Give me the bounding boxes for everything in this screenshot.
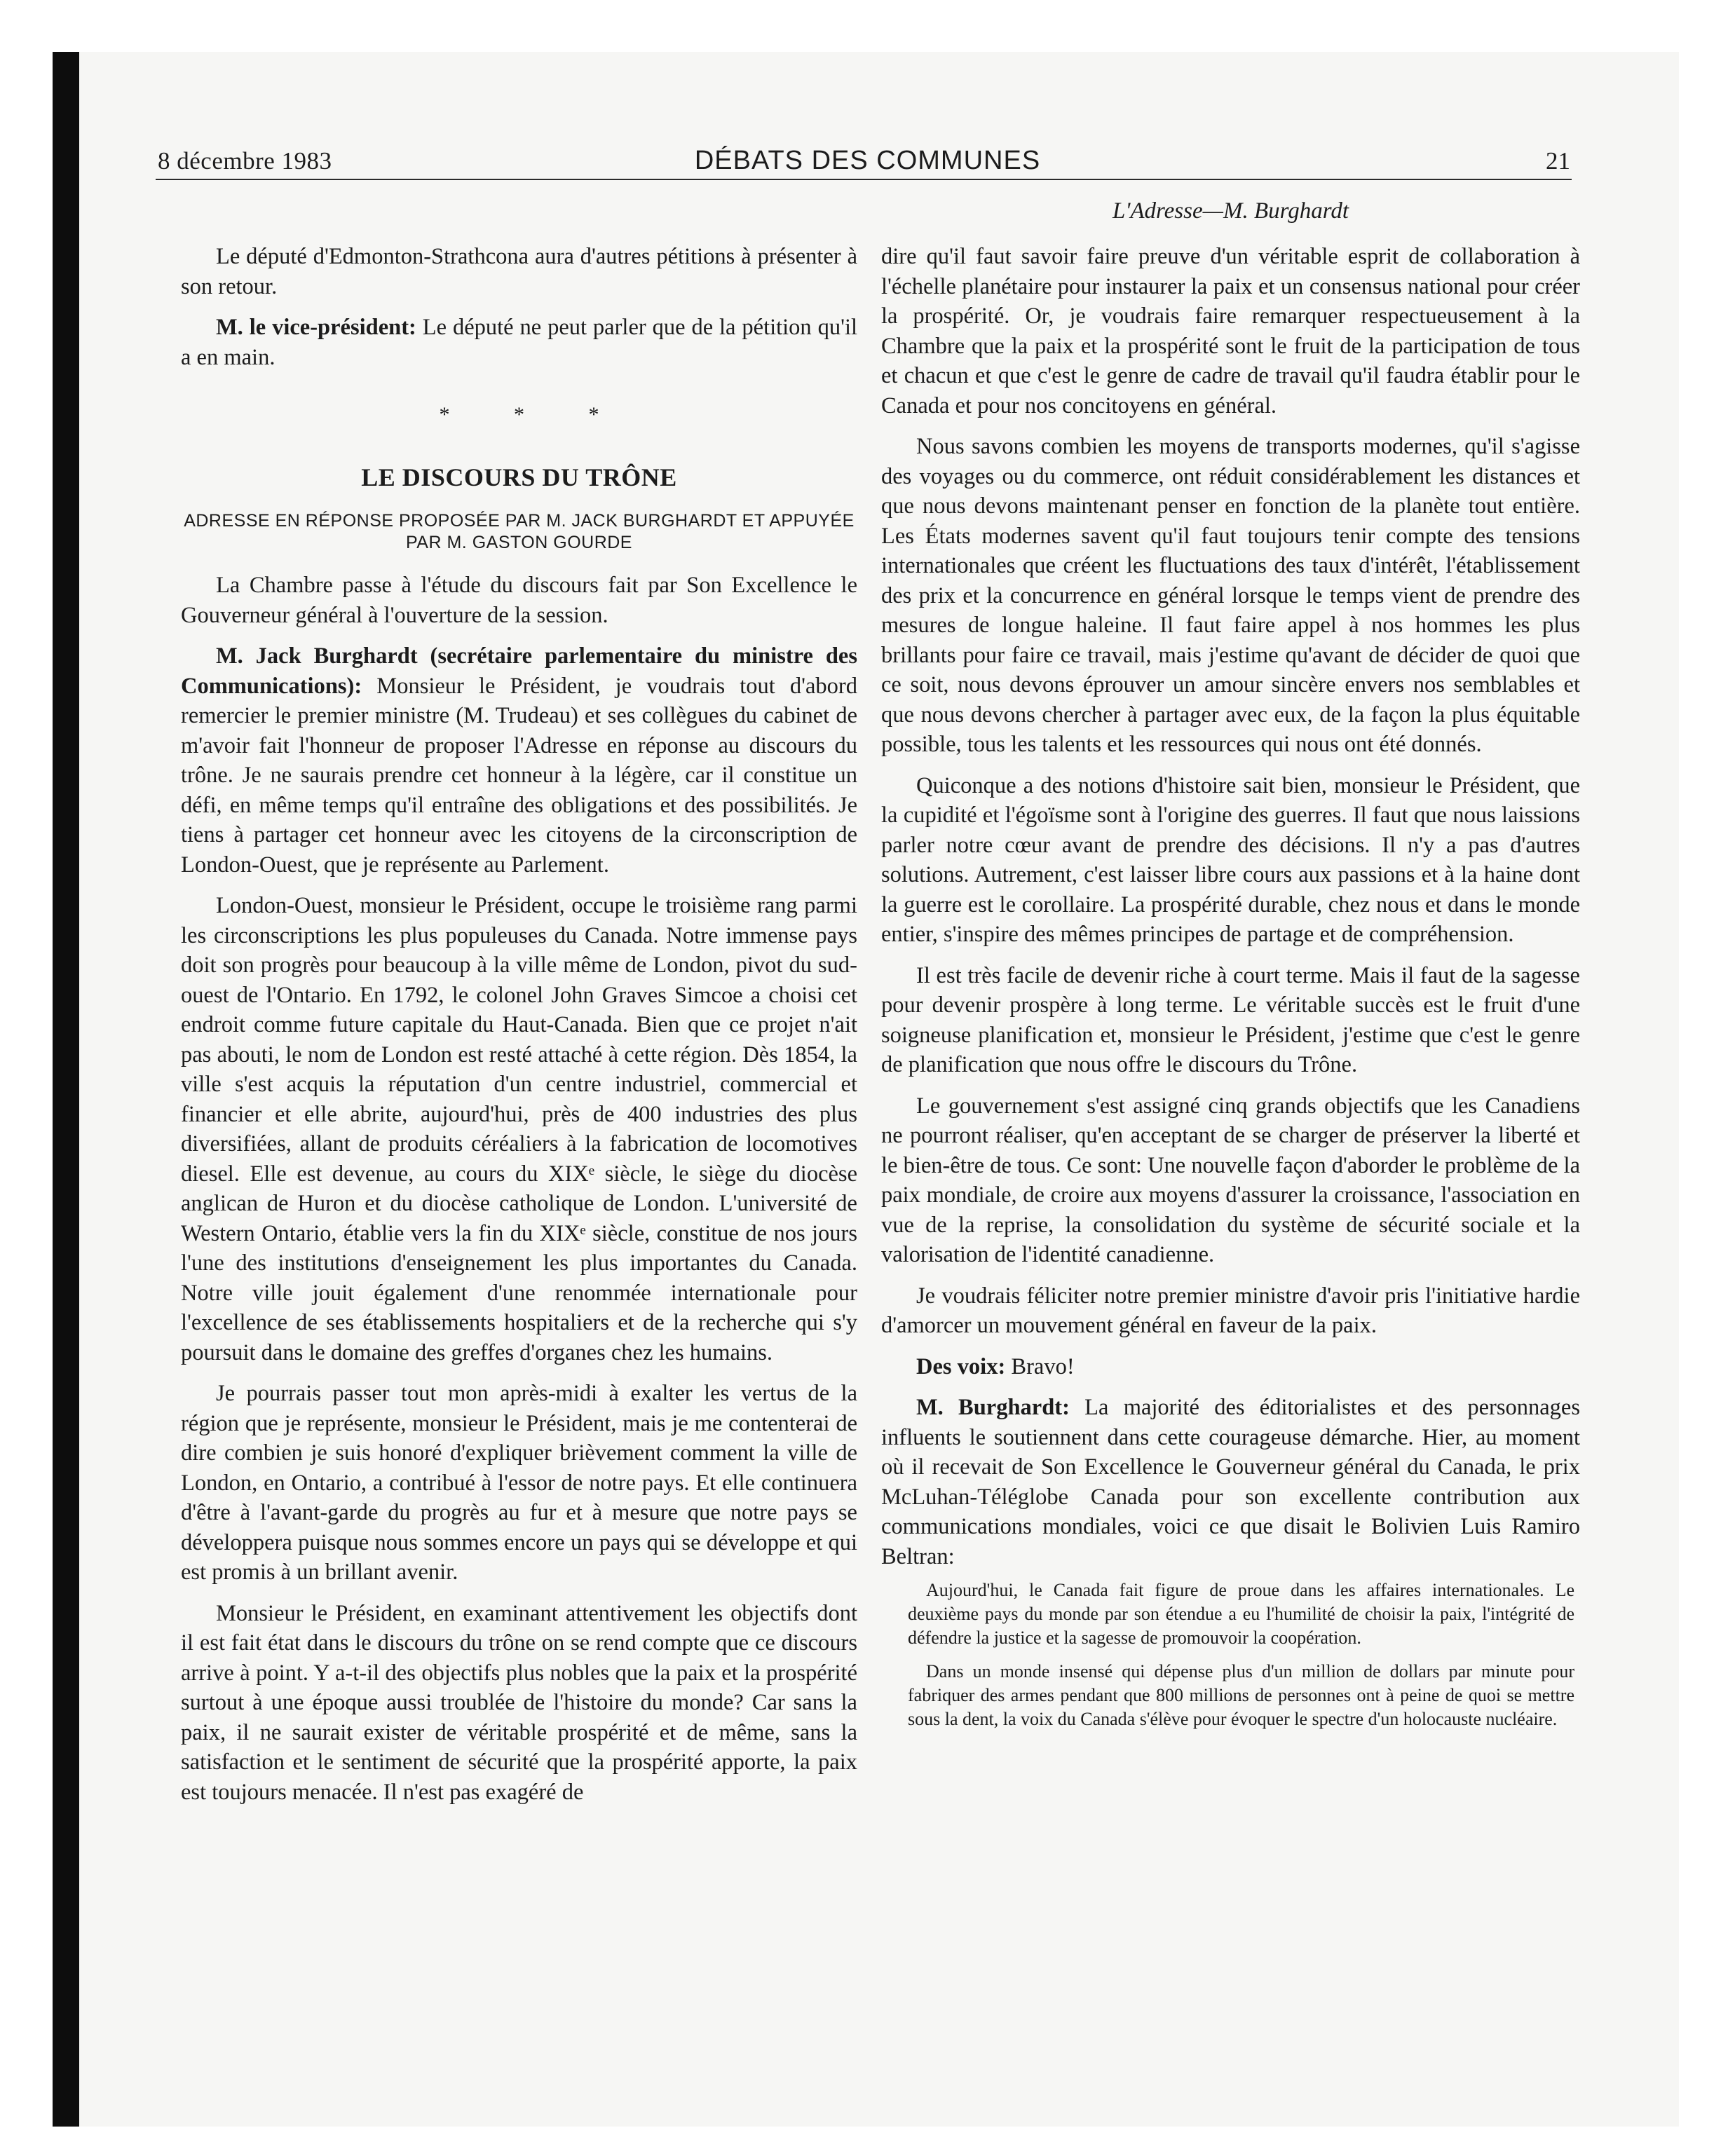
section-title: LE DISCOURS DU TRÔNE xyxy=(361,463,677,491)
paragraph: Monsieur le Président, en examinant attentivement les objectifs dont il est fait état dans le discours du trône on se rend compte que ce discours arrive à point. Y a-t-il des objectifs plus nobles que la paix et la prospérité surtout à une époque aussi troublée de l'histoire du monde? Car sans la paix, il ne saurait exister de véritable prospérité et de même, sans la satisfaction et le sentiment de sécurité que la prospérité apporte, la paix est toujours menacée. Il n'est pas exagéré de xyxy=(181,1600,857,1805)
header-date: 8 décembre 1983 xyxy=(158,147,332,175)
speech-text: Bravo! xyxy=(1005,1353,1075,1379)
paragraph: Le gouvernement s'est assigné cinq grands objectifs que les Canadiens ne pourront réaliser, qu'en acceptant de se charger de préserver la liberté et le bien-être de tous. Ce sont: Une nouvelle façon d'aborder le problème de la paix mondiale, de croire aux moyens d'assurer la croissance, l'association en vue de la reprise, la consolidation du système de sécurité sociale et la valorisation de l'identité canadienne. xyxy=(881,1093,1580,1267)
paragraph: Il est très facile de devenir riche à court terme. Mais il faut de la sagesse pour devenir prospère à long terme. Le véritable succès est le fruit d'une soigneuse planification et, monsieur le Président, j'estime que c'est le genre de planification que nous offre le discours du Trône. xyxy=(881,962,1580,1077)
quote-paragraph: Aujourd'hui, le Canada fait figure de proue dans les affaires internationales. Le deuxième pays du monde par son étendue a eu l'humilité de choisir la paix, l'intégrité de défendre la justice et la sagesse de promouvoir la coopération. xyxy=(908,1580,1574,1648)
paragraph: Nous savons combien les moyens de transports modernes, qu'il s'agisse des voyages ou du commerce, ont réduit considérablement les distances et que nous devons maintenant penser en fonction de la planète tout entière. Les États modernes savent qu'il faut toujours tenir compte des tensions internationales que créent les fluctuations des taux d'intérêt, l'établissement des prix et la concurrence en général lorsque le temps vient de prendre des mesures de longue haleine. Il faut faire appel à nos hommes les plus brillants pour faire ce travail, mais j'estime qu'avant de décider de quoi que ce soit, nous devons éprouver un amour sincère envers nos semblables et que nous devons chercher à partager avec eux, de la façon la plus équitable possible, tous les talents et les ressources qui nous ont été donnés. xyxy=(881,434,1580,757)
paragraph: Le député d'Edmonton-Strathcona aura d'autres pétitions à présenter à son retour. xyxy=(181,244,857,299)
left-column xyxy=(181,242,857,1807)
speaker-name: M. Burghardt: xyxy=(916,1395,1070,1420)
paragraph xyxy=(181,641,857,880)
paragraph: Je voudrais féliciter notre premier ministre d'avoir pris l'initiative hardie d'amorcer un mouvement général en faveur de la paix. xyxy=(881,1283,1580,1338)
speech-text: Le député ne peut parler que de la pétition qu'il a en main. xyxy=(181,315,858,370)
paragraph: London-Ouest, monsieur le Président, occupe le troisième rang parmi les circonscriptions les plus populeuses du Canada. Notre immense pays doit son progrès pour beaucoup à la ville même de London, pivot du sud-ouest de l'Ontario. En 1792, le colonel John Graves Simcoe a choisi cet endroit comme future capitale du Haut-Canada. Bien que ce projet n'ait pas abouti, le nom de London est resté attaché à cette région. Dès 1854, la ville s'est acquis la réputation d'un centre industriel, commercial et financier et elle abrite, aujourd'hui, près de 400 industries des plus diversifiées, allant de produits céréaliers à la fabrication de locomotives diesel. Elle est devenue, au cours du XIXᵉ siècle, le siège du diocèse anglican de Huron et du diocèse catholique de London. L'université de Western Ontario, établie vers la fin du XIXᵉ siècle, constitue de nos jours l'une des institutions d'enseignement les plus importantes du Canada. Notre ville jouit également d'une renommée internationale pour l'excellence de ses établissements hospitaliers et de la recherche qui s'y poursuit dans le domaine des greffes d'organes chez les humains. xyxy=(181,893,857,1365)
page-number: 21 xyxy=(1546,147,1570,175)
paragraph: dire qu'il faut savoir faire preuve d'un véritable esprit de collaboration à l'échelle planétaire pour instaurer la paix et un consensus national pour créer la prospérité. Or, je voudrais faire remarquer respectueusement à la Chambre que la paix et la prospérité sont le fruit de la participation de tous et chacun et que c'est le genre de cadre de travail qu'il faudra établir pour le Canada et pour nos concitoyens en général. xyxy=(881,244,1580,418)
paragraph xyxy=(881,1393,1580,1571)
paragraph: Je pourrais passer tout mon après-midi à exalter les vertus de la région que je représente, monsieur le Président, mais je me contenterai de dire combien je suis honoré d'expliquer brièvement comment la ville de London, en Ontario, a contribué à l'essor de notre pays. Et elle continuera d'être à l'avant-garde du progrès au fur et à mesure que notre pays se développera puisque nous sommes encore un pays qui se développe et qui est promis à un brillant avenir. xyxy=(181,1381,857,1585)
paragraph: Quiconque a des notions d'histoire sait bien, monsieur le Président, que la cupidité et l'égoïsme sont à l'origine des guerres. Il faut que nous laissions parler notre cœur avant de prendre des décisions. Il n'y a pas d'autres solutions. Autrement, c'est laisser libre cours aux passions et à la haine dont la guerre est le corollaire. La prospérité durable, chez nous et dans le monde entier, s'inspire des mêmes principes de partage et de compréhension. xyxy=(881,772,1580,947)
running-head: L'Adresse—M. Burghardt xyxy=(1112,198,1349,224)
scan-binding-edge xyxy=(53,52,79,2127)
speech-text: Monsieur le Président, je voudrais tout d'abord remercier le premier ministre (M. Trudeau) et ses collègues du cabinet de m'avoir fait l'honneur de proposer l'Adresse en réponse au discours du trône. Je ne saurais prendre cet honneur à la légère, car il constitue un défi, en même temps qu'il entraîne des obligations et des possibilités. Je tiens à partager cet honneur avec les citoyens de la circonscription de London-Ouest, que je représente au Parlement. xyxy=(181,673,857,878)
header-title: DÉBATS DES COMMUNES xyxy=(694,146,1041,175)
section-subtitle: ADRESSE EN RÉPONSE PROPOSÉE PAR M. JACK BURGHARDT ET APPUYÉE PAR M. GASTON GOURDE xyxy=(184,511,855,552)
paragraph: La Chambre passe à l'étude du discours fait par Son Excellence le Gouverneur général à l'ouverture de la session. xyxy=(181,573,857,628)
paragraph xyxy=(881,1352,1580,1382)
speech-text: La majorité des éditorialistes et des personnages influents le soutiennent dans cette courageuse démarche. Hier, au moment où il recevait de Son Excellence le Gouverneur général du Canada, le prix McLuhan-Téléglobe Canada pour son excellente contribution aux communications mondiales, voici ce que disait le Bolivien Luis Ramiro Beltran: xyxy=(881,1395,1580,1569)
paragraph xyxy=(181,313,857,372)
speaker-name: Des voix: xyxy=(916,1353,1006,1379)
header-rule xyxy=(156,179,1572,180)
section-separator: * * * xyxy=(439,403,629,426)
speaker-name: M. le vice-président: xyxy=(216,315,416,340)
speaker-name: M. Jack Burghardt (secrétaire parlementaire du ministre des Communications): xyxy=(181,643,857,699)
right-column xyxy=(881,242,1580,1731)
quote-paragraph: Dans un monde insensé qui dépense plus d'un million de dollars par minute pour fabriquer des armes pendant que 800 millions de personnes ont à peine de quoi se mettre sous la dent, la voix du Canada s'élève pour évoquer le spectre d'un holocauste nucléaire. xyxy=(908,1661,1574,1729)
block-quote xyxy=(881,1578,1580,1731)
